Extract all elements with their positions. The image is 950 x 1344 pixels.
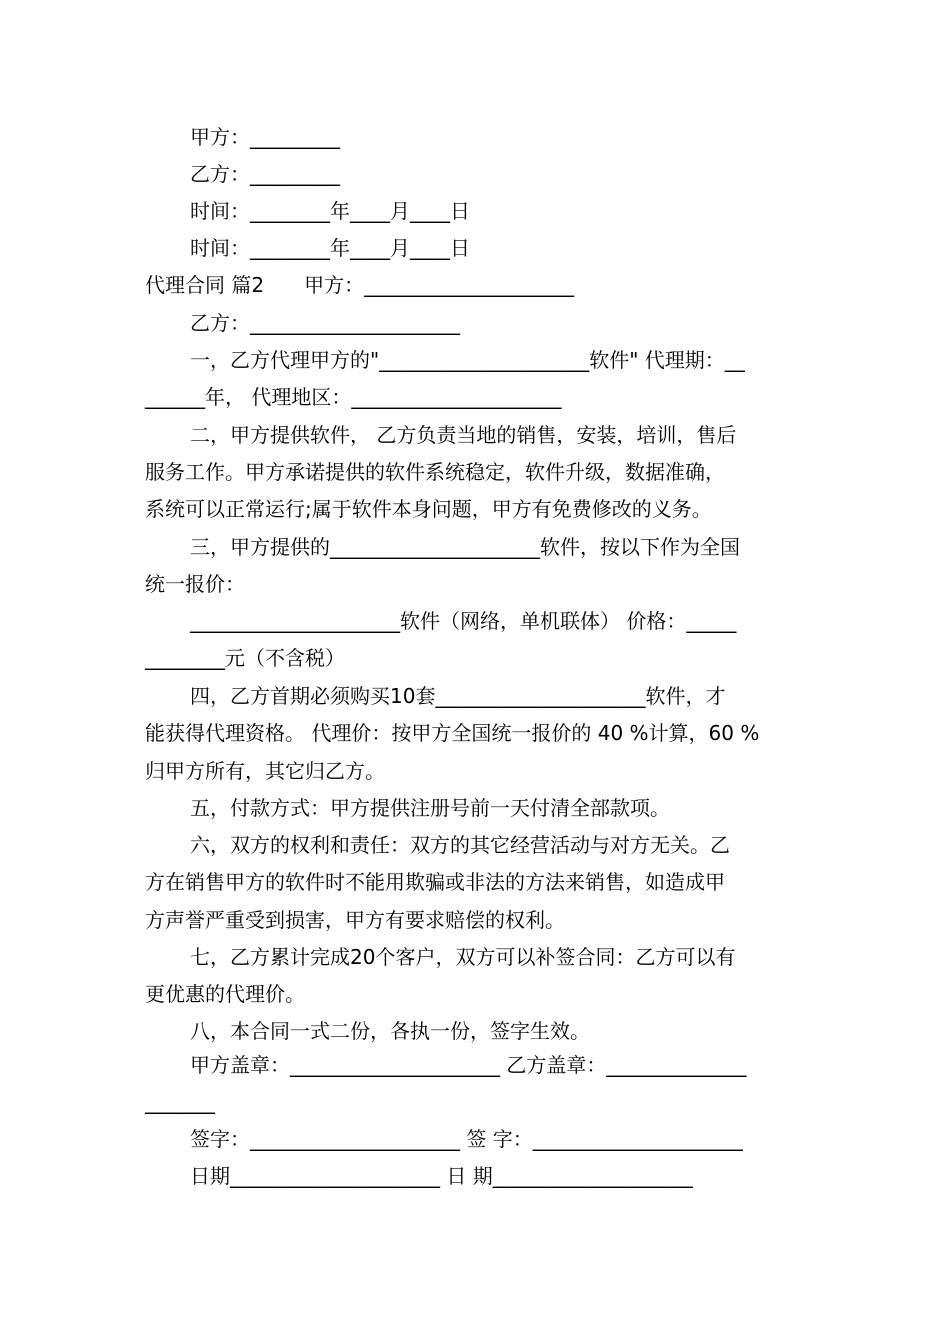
date-line-2: 时间：________年____月____日 (190, 236, 470, 260)
clause-2-line-3: 系统可以正常运行;属于软件本身问题，甲方有免费修改的义务。 (145, 497, 712, 521)
seal-line: 甲方盖章：_____________________ 乙方盖章：______________ (190, 1053, 747, 1077)
clause-1-line-1: 一，乙方代理甲方的"_____________________软件" 代理期：__ (190, 348, 745, 372)
contract-2-party-b: 乙方：_____________________ (190, 311, 460, 335)
clause-2-line-1: 二，甲方提供软件， 乙方负责当地的销售，安装，培训，售后 (190, 423, 737, 447)
party-a-line: 甲方：_________ (190, 125, 340, 149)
signature-line: 签字：_____________________ 签 字：_____________________ (190, 1127, 743, 1151)
party-b-line: 乙方：_________ (190, 162, 340, 186)
clause-4-line-3: 归甲方所有，其它归乙方。 (145, 759, 385, 783)
clause-3-line-2: 统一报价： (145, 572, 245, 596)
clause-2-line-2: 服务工作。甲方承诺提供的软件系统稳定，软件升级，数据准确， (145, 460, 725, 484)
clause-4-line-2: 能获得代理资格。 代理价：按甲方全国统一报价的 40 %计算，60 % (145, 721, 760, 745)
clause-8-line: 八，本合同一式二份，各执一份，签字生效。 (190, 1019, 590, 1043)
clause-3-line-4: ________元（不含税） (145, 646, 345, 670)
clause-7-line-1: 七，乙方累计完成20个客户，双方可以补签合同：乙方可以有 (190, 945, 736, 969)
clause-4-line-1: 四，乙方首期必须购买10套_____________________软件，才 (190, 684, 726, 708)
contract-2-title-line: 代理合同 篇2 甲方：_____________________ (145, 273, 575, 297)
clause-7-line-2: 更优惠的代理价。 (145, 982, 305, 1006)
clause-6-line-2: 方在销售甲方的软件时不能用欺骗或非法的方法来销售，如造成甲 (145, 870, 725, 894)
clause-1-line-2: ______年， 代理地区：_____________________ (145, 385, 562, 409)
date-line-1: 时间：________年____月____日 (190, 199, 470, 223)
clause-6-line-3: 方声誉严重受到损害，甲方有要求赔偿的权利。 (145, 908, 565, 932)
clause-3-line-1: 三，甲方提供的_____________________软件，按以下作为全国 (190, 535, 740, 559)
date-signature-line: 日期_____________________ 日 期____________________ (190, 1164, 693, 1188)
clause-3-line-3: _____________________软件（网络，单机联体） 价格：_____ (190, 609, 737, 633)
clause-6-line-1: 六，双方的权利和责任：双方的其它经营活动与对方无关。乙 (190, 833, 730, 857)
seal-line-continued: _______ (145, 1090, 215, 1114)
clause-5-line: 五，付款方式：甲方提供注册号前一天付清全部款项。 (190, 796, 670, 820)
